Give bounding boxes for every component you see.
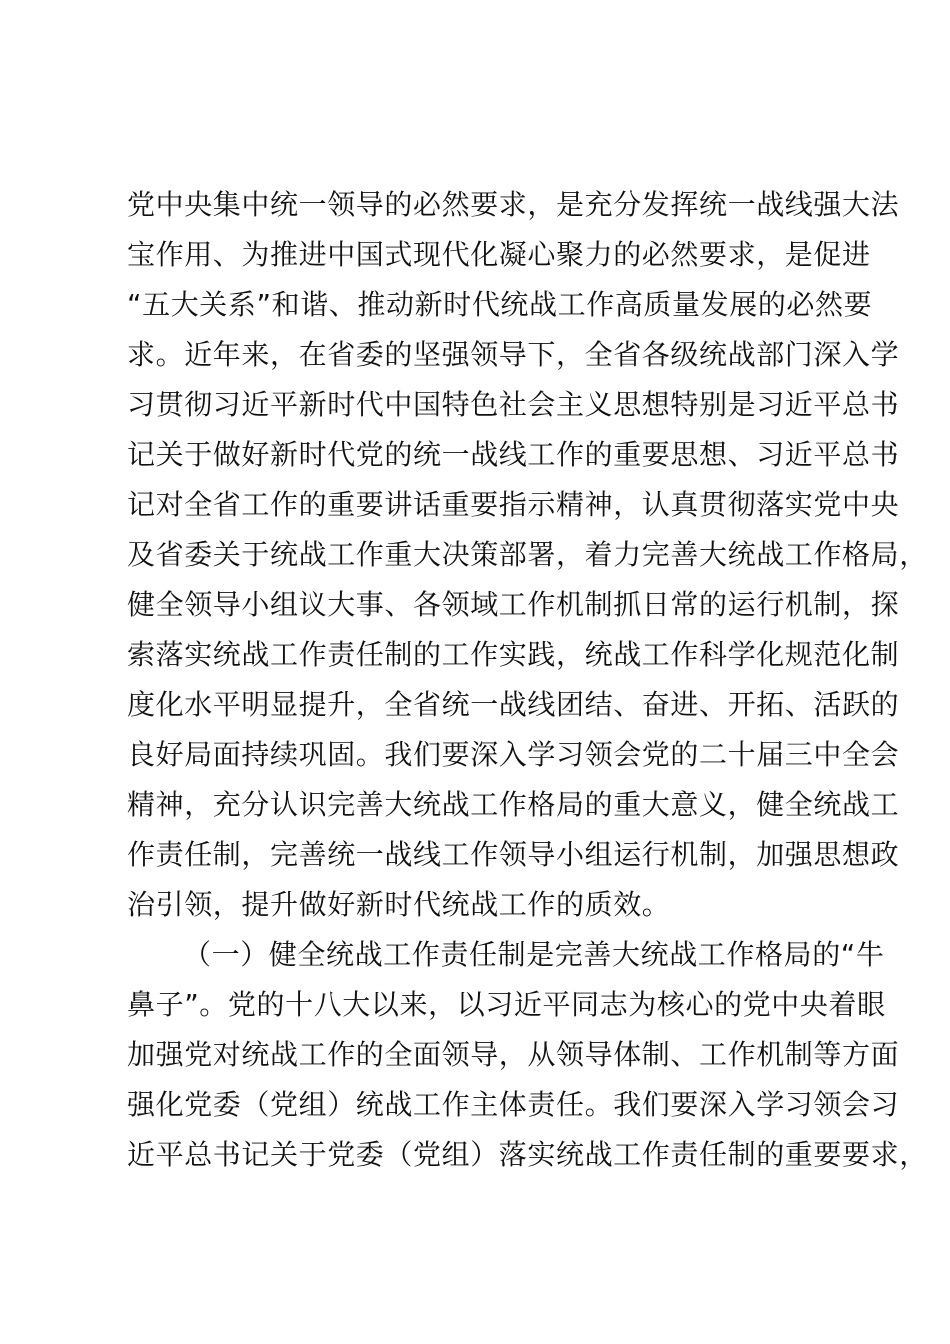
text-line: 鼻子”。党的十八大以来，以习近平同志为核心的党中央着眼 [127, 988, 886, 1021]
text-line: 强化党委（党组）统战工作主体责任。我们要深入学习领会习 [127, 1088, 900, 1121]
text-line: 近平总书记关于党委（党组）落实统战工作责任制的重要要求， [127, 1138, 928, 1171]
text-line: “五大关系”和谐、推动新时代统战工作高质量发展的必然要 [127, 288, 873, 321]
text-line: 度化水平明显提升，全省统一战线团结、奋进、开拓、活跃的 [127, 688, 900, 721]
text-line: 作责任制，完善统一战线工作领导小组运行机制，加强思想政 [127, 838, 900, 871]
text-line: 健全领导小组议大事、各领域工作机制抓日常的运行机制，探 [127, 588, 900, 621]
text-line: 党中央集中统一领导的必然要求，是充分发挥统一战线强大法 [127, 188, 900, 221]
text-line: 良好局面持续巩固。我们要深入学习领会党的二十届三中全会 [127, 738, 900, 771]
body-text [127, 180, 928, 1180]
text-line: 精神，充分认识完善大统战工作格局的重大意义，健全统战工 [127, 788, 900, 821]
text-line: 记关于做好新时代党的统一战线工作的重要思想、习近平总书 [127, 438, 900, 471]
text-line: 记对全省工作的重要讲话重要指示精神，认真贯彻落实党中央 [127, 488, 900, 521]
text-line: 加强党对统战工作的全面领导，从领导体制、工作机制等方面 [127, 1038, 900, 1071]
text-line: 治引领，提升做好新时代统战工作的质效。 [127, 888, 671, 921]
text-line: 习贯彻习近平新时代中国特色社会主义思想特别是习近平总书 [127, 388, 900, 421]
text-line: 宝作用、为推进中国式现代化凝心聚力的必然要求，是促进 [127, 238, 871, 271]
text-line: 索落实统战工作责任制的工作实践，统战工作科学化规范化制 [127, 638, 900, 671]
section-heading-line: （一）健全统战工作责任制是完善大统战工作格局的“牛 [183, 938, 885, 971]
text-line: 求。近年来，在省委的坚强领导下，全省各级统战部门深入学 [127, 338, 900, 371]
text-line: 及省委关于统战工作重大决策部署，着力完善大统战工作格局， [127, 538, 928, 571]
